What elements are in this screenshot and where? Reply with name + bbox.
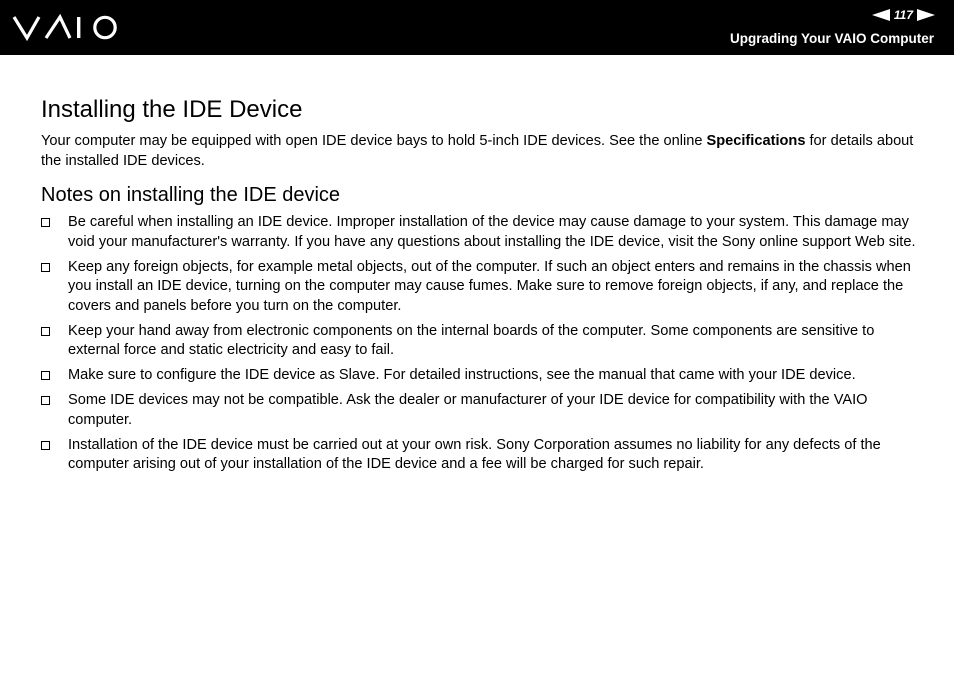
list-item: [41, 258, 917, 317]
checkbox-bullet-icon: [41, 327, 50, 336]
section-title: Upgrading Your VAIO Computer: [729, 31, 934, 46]
intro-text: Your computer may be equipped with open IDE device bays to hold 5-inch IDE devices. See the online: [41, 133, 707, 149]
checkbox-bullet-icon: [41, 371, 50, 380]
header-bar: [0, 0, 954, 55]
vaio-logo: [12, 14, 120, 42]
list-item: [41, 436, 917, 475]
note-text: Make sure to configure the IDE device as Slave. For detailed instructions, see the manual that came with your IDE device.: [68, 367, 856, 383]
checkbox-bullet-icon: [41, 396, 50, 405]
note-text: Keep your hand away from electronic components on the internal boards of the computer. Some components are sensitive to external force and static electricity and easy to fail.: [68, 322, 875, 358]
notes-list: [41, 213, 917, 475]
note-text: Some IDE devices may not be compatible. Ask the dealer or manufacturer of your IDE device for compatibility with the VAIO computer.: [68, 392, 868, 428]
checkbox-bullet-icon: [41, 263, 50, 272]
list-item: [41, 391, 917, 430]
list-item: [41, 322, 917, 361]
specifications-term: Specifications: [706, 133, 806, 149]
note-text: Installation of the IDE device must be carried out at your own risk. Sony Corporation assumes no liability for any defects of the computer arising out of your installation of the IDE device and a fee will be charged for such repair.: [68, 436, 881, 472]
intro-paragraph: [41, 132, 917, 171]
checkbox-bullet-icon: [41, 218, 50, 227]
page-number: 117: [893, 8, 913, 22]
main-content: [41, 95, 917, 480]
note-text: Keep any foreign objects, for example metal objects, out of the computer. If such an object enters and remains in the chassis when you install an IDE device, turning on the computer may cause fumes. Make sure to remove foreign objects, if any, and replace the covers and panels before you turn on the computer.: [68, 258, 911, 314]
right-arrow-icon[interactable]: [917, 9, 935, 21]
list-item: [41, 213, 917, 252]
intro-text-end: for details about the installed IDE devices.: [41, 133, 914, 169]
list-item: [41, 366, 917, 386]
note-text: Be careful when installing an IDE device. Improper installation of the device may cause damage to your system. This damage may void your manufacturer's warranty. If you have any questions about installing the IDE device, visit the Sony online support Web site.: [68, 214, 916, 250]
section-subtitle: Notes on installing the IDE device: [41, 184, 341, 206]
page-navigator: [872, 6, 935, 24]
page-title: Installing the IDE Device: [41, 96, 303, 123]
left-arrow-icon[interactable]: [872, 9, 890, 21]
checkbox-bullet-icon: [41, 441, 50, 450]
